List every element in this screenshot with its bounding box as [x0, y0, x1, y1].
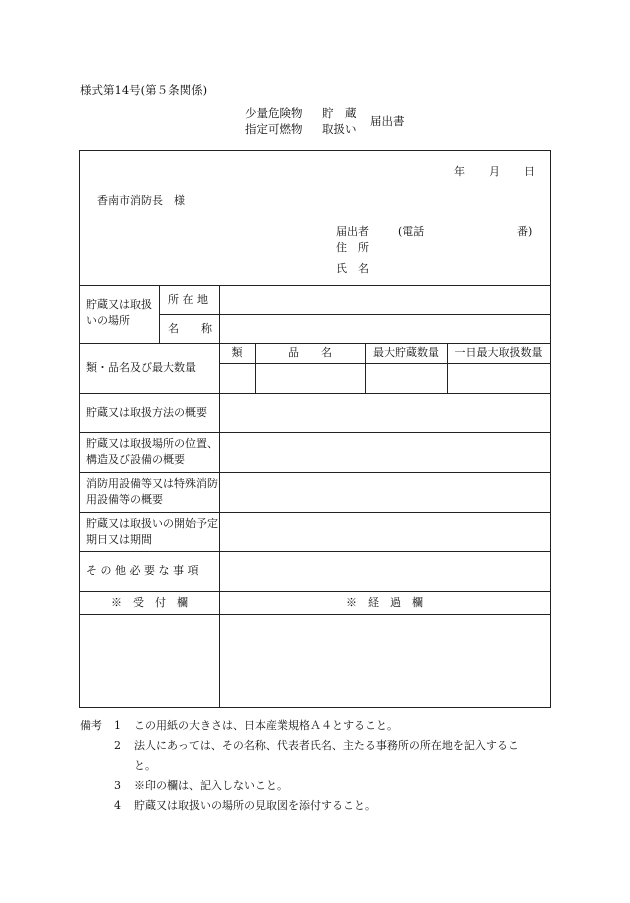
note-item [80, 716, 524, 736]
notes-section [80, 716, 524, 816]
reception-column-header: ※ 受 付 欄 [111, 596, 188, 609]
materials-label: 類・品名及び最大数量 [86, 361, 196, 374]
col-class-header: 類 [231, 346, 243, 359]
divider [159, 314, 550, 315]
other-label: そ の 他 必 要 な 事 項 [86, 564, 199, 577]
schedule-label: 貯蔵又は取扱いの開始予定期日又は期間 [86, 517, 218, 546]
note-number: 2 [114, 739, 121, 752]
col-item-header: 品 名 [288, 346, 332, 359]
addressee: 香南市消防長 様 [97, 194, 185, 207]
divider [80, 393, 550, 394]
divider [159, 285, 160, 343]
fire-equipment-label: 消防用設備等又は特殊消防用設備等の概要 [86, 477, 218, 506]
title-designated-combustibles: 指定可燃物 [245, 122, 303, 136]
title-notification: 届出書 [370, 114, 405, 128]
note-text: この用紙の大きさは、日本産業規格Ａ４とすること。 [134, 719, 398, 732]
note-item [80, 776, 524, 796]
location-address-label: 所 在 地 [168, 293, 208, 306]
phone-open-label: (電話 [398, 225, 425, 238]
divider [80, 285, 550, 286]
note-item [80, 736, 524, 776]
form-number: 様式第14号(第５条関係) [80, 83, 208, 97]
col-max-daily-header: 一日最大取扱数量 [454, 346, 543, 359]
divider [80, 614, 550, 615]
note-item [80, 796, 524, 816]
date-month-label: 月 [489, 165, 500, 178]
divider [80, 343, 550, 344]
note-number: 1 [114, 719, 121, 732]
note-number: 3 [114, 779, 121, 792]
method-label: 貯蔵又は取扱方法の概要 [86, 406, 207, 419]
note-text: 貯蔵又は取扱いの場所の見取図を添付すること。 [134, 799, 376, 812]
divider [219, 363, 550, 364]
title-hazmat-small: 少量危険物 [245, 106, 303, 120]
phone-close-label: 番) [517, 225, 533, 238]
note-number: 4 [114, 799, 121, 812]
divider [80, 551, 550, 552]
date-day-label: 日 [524, 165, 535, 178]
location-name-label: 名 称 [168, 322, 212, 335]
note-text: ※印の欄は、記入しないこと。 [134, 779, 288, 792]
date-year-label: 年 [454, 165, 465, 178]
divider [80, 512, 550, 513]
divider [80, 591, 550, 592]
note-text: 法人にあっては、その名称、代表者氏名、主たる事務所の所在地を記入すること。 [134, 739, 519, 772]
col-max-storage-header: 最大貯蔵数量 [373, 346, 439, 359]
location-label: 貯蔵又は取扱いの場所 [86, 298, 152, 327]
address-label: 住 所 [336, 241, 369, 254]
divider [80, 472, 550, 473]
title-storage: 貯 蔵 [322, 106, 357, 120]
name-label: 氏 名 [336, 262, 369, 275]
location-structure-label: 貯蔵又は取扱場所の位置、構造及び設備の概要 [86, 437, 218, 466]
title-handling: 取扱い [322, 122, 357, 136]
form-table [79, 150, 551, 708]
applicant-label: 届出者 [336, 225, 369, 238]
notes-head: 備考 [80, 719, 102, 732]
divider [80, 432, 550, 433]
progress-column-header: ※ 経 過 欄 [346, 596, 423, 609]
